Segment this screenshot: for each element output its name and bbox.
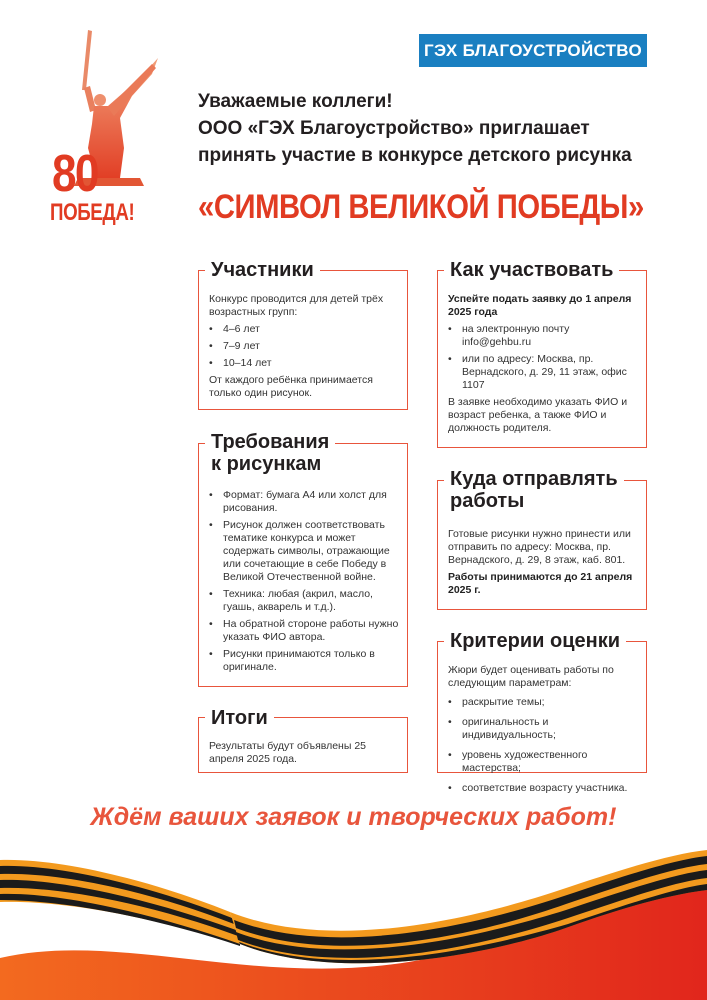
list-item: • или по адресу: Москва, пр. Вернадского, д. 29, 11 этаж, офис 1107 [448, 353, 640, 392]
criteria-list [448, 696, 642, 795]
results-card [198, 707, 408, 773]
results-text: Результаты будут объявлены 25 апреля 2025 года. [209, 740, 367, 765]
participants-intro: Конкурс проводится для детей трёх возрастных групп: [209, 293, 384, 318]
requirements-title-line: к рисункам [211, 453, 322, 475]
list-item: • Техника: любая (акрил, масло, гуашь, акварель и т.д.). [209, 588, 401, 614]
where-to-send-card [437, 468, 647, 610]
results-body [209, 740, 399, 770]
list-item: • Рисунки принимаются только в оригинале. [209, 648, 401, 674]
requirements-list [209, 489, 401, 674]
where-to-send-body [448, 528, 640, 601]
st-george-ribbon-decoration [0, 840, 707, 1000]
where-to-send-title [444, 468, 624, 512]
list-item: • Рисунок должен соответствовать тематике конкурса и может содержать символы, отражающие или сочетающие в себе Победу в Великой Отечественной войне. [209, 519, 401, 584]
how-to-note: В заявке необходимо указать ФИО и возраст ребенка, а также ФИО и должность родителя. [448, 396, 628, 434]
how-to-deadline [448, 293, 640, 319]
participants-card [198, 259, 408, 410]
greeting-line: Уважаемые коллеги! [198, 91, 393, 112]
where-to-send-title-line: работы [450, 490, 525, 512]
results-title: Итоги [205, 707, 274, 729]
greeting-line: принять участие в конкурсе детского рисунка [198, 145, 632, 166]
criteria-card [437, 630, 647, 794]
participants-note: От каждого ребёнка принимается только один рисунок. [209, 374, 373, 399]
greeting-line: ООО «ГЭХ Благоустройство» приглашает [198, 118, 590, 139]
greeting-text [198, 88, 668, 169]
list-item: • 10–14 лет [209, 357, 399, 370]
criteria-body [448, 664, 642, 802]
age-groups-list [209, 323, 399, 370]
logo-word: ПОБЕДА! [50, 199, 135, 226]
criteria-intro: Жюри будет оценивать работы по следующим параметрам: [448, 664, 614, 689]
list-item: • 4–6 лет [209, 323, 399, 336]
list-item: • соответствие возрасту участника. [448, 782, 642, 795]
participants-body [209, 293, 399, 404]
list-item: • На обратной стороне работы нужно указать ФИО автора. [209, 618, 401, 644]
logo-number: 80 [52, 145, 98, 203]
participants-title: Участники [205, 259, 320, 281]
contest-headline: «СИМВОЛ ВЕЛИКОЙ ПОБЕДЫ» [198, 188, 644, 226]
list-item: • Формат: бумага А4 или холст для рисования. [209, 489, 401, 515]
where-to-send-deadline [448, 571, 640, 597]
how-to-list [448, 323, 640, 392]
requirements-title-line: Требования [211, 431, 330, 453]
brand-badge [419, 34, 647, 67]
list-item: • на электронную почту info@gehbu.ru [448, 323, 640, 349]
list-item: • раскрытие темы; [448, 696, 642, 709]
brand-badge-label: ГЭХ БЛАГОУСТРОЙСТВО [424, 40, 642, 60]
requirements-title [205, 431, 335, 475]
list-item: • оригинальность и индивидуальность; [448, 716, 642, 742]
footer-call-to-action: Ждём ваших заявок и творческих работ! [90, 803, 617, 831]
where-to-send-title-line: Куда отправлять [450, 468, 618, 490]
how-to-title: Как участвовать [444, 259, 619, 281]
where-to-send-text: Готовые рисунки нужно принести или отправить по адресу: Москва, пр. Вернадского, д. 29, 8 этаж, каб. 801. [448, 528, 631, 566]
how-to-body [448, 293, 640, 439]
list-item: • уровень художественного мастерства; [448, 749, 642, 775]
requirements-card [198, 431, 408, 687]
where-to-send-deadline-text: Работы принимаются до 21 апреля 2025 г. [448, 571, 633, 596]
requirements-body [209, 489, 401, 678]
how-to-card [437, 259, 647, 448]
criteria-title: Критерии оценки [444, 630, 626, 652]
how-to-deadline-text: Успейте подать заявку до 1 апреля 2025 года [448, 293, 632, 318]
list-item: • 7–9 лет [209, 340, 399, 353]
